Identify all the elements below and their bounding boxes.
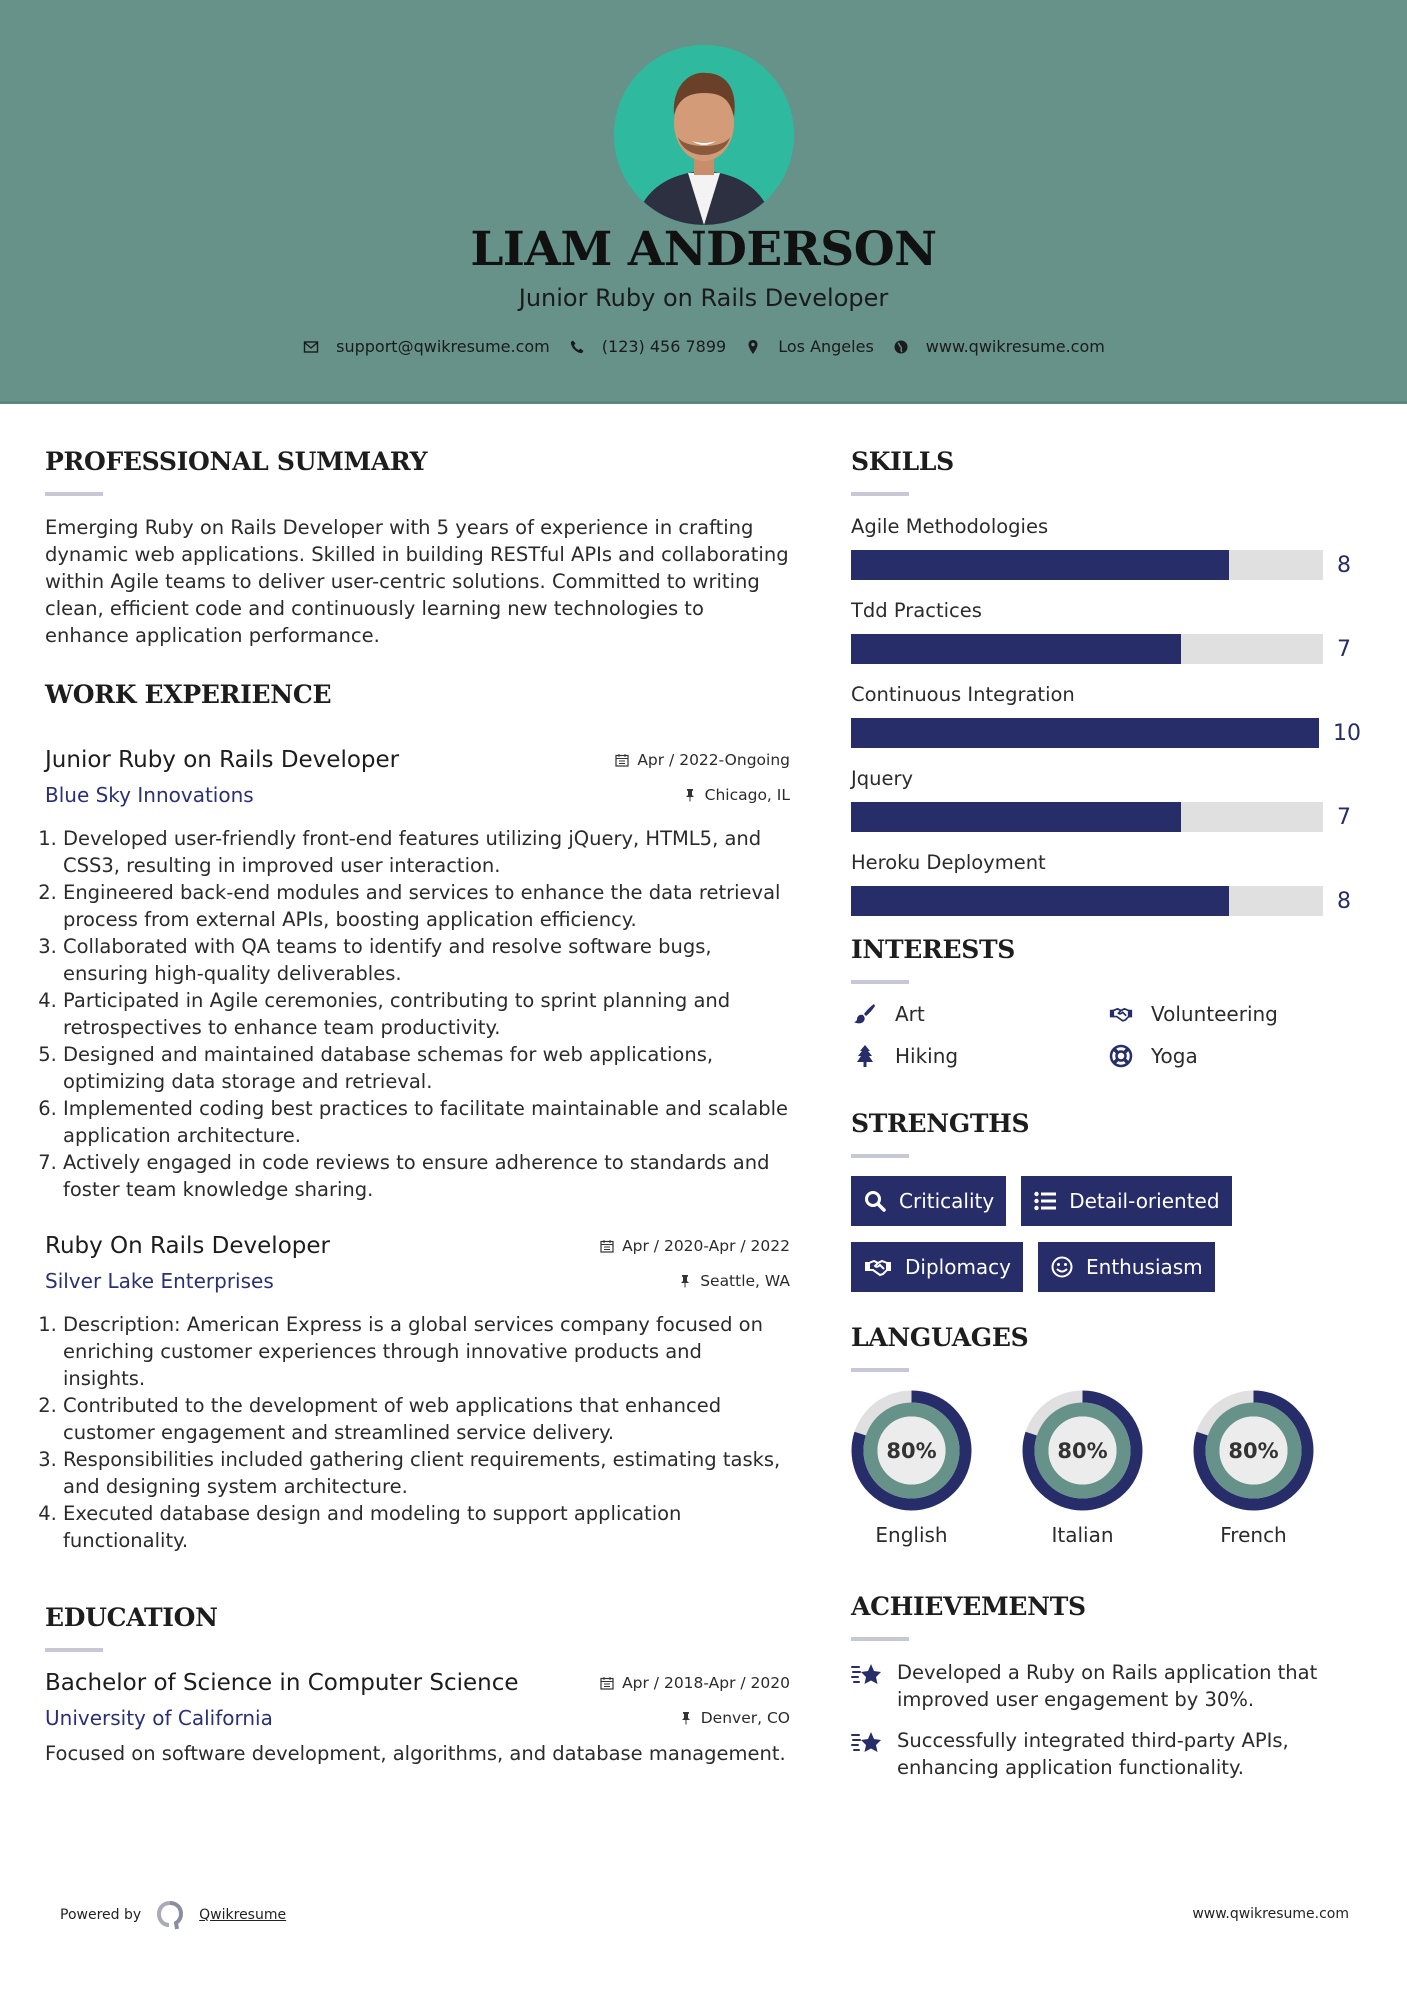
candidate-name: LIAM ANDERSON — [470, 222, 937, 277]
skill-bar-track — [851, 634, 1323, 664]
language-name: French — [1220, 1523, 1287, 1547]
contact-email[interactable] — [302, 337, 550, 356]
search-icon — [863, 1189, 887, 1213]
job-location: Chicago, IL — [683, 786, 790, 804]
bullet-item: 3. Responsibilities included gathering client requirements, estimating tasks, and designing system architecture. — [63, 1446, 790, 1500]
company-name: Silver Lake Enterprises — [45, 1269, 274, 1293]
profile-photo — [614, 45, 794, 225]
list-icon — [1033, 1189, 1057, 1213]
contact-email-text: support@qwikresume.com — [336, 337, 550, 356]
pushpin-icon — [683, 788, 697, 802]
language-progress-ring: 80% — [1022, 1390, 1143, 1511]
strengths-list — [851, 1176, 1361, 1292]
strength-chip-enthusiasm: Enthusiasm — [1038, 1242, 1215, 1292]
skill-bar-track — [851, 802, 1323, 832]
pushpin-icon — [678, 1274, 692, 1288]
education-description: Focused on software development, algorithms, and database management. — [45, 1742, 786, 1765]
job-entry — [45, 747, 790, 1203]
skill-value: 8 — [1337, 552, 1351, 578]
section-underline — [851, 492, 909, 496]
phone-icon — [568, 338, 586, 356]
strength-chip-detail-oriented: Detail-oriented — [1021, 1176, 1231, 1226]
languages-list — [851, 1390, 1361, 1547]
languages-section — [851, 1322, 1361, 1547]
section-underline — [851, 980, 909, 984]
right-column — [851, 446, 1361, 1795]
job-date: Apr / 2020-Apr / 2022 — [600, 1237, 790, 1255]
section-title-summary: PROFESSIONAL SUMMARY — [45, 447, 428, 476]
bullet-item: 4. Participated in Agile ceremonies, contributing to sprint planning and retrospectives to enhance team productivity. — [63, 987, 790, 1041]
skill-bar-fill — [851, 550, 1229, 580]
language-english — [851, 1390, 972, 1547]
section-title-strengths: STRENGTHS — [851, 1109, 1030, 1138]
shooting-star-icon — [851, 1661, 883, 1689]
qwikresume-logo-icon — [155, 1900, 185, 1930]
skill-item — [851, 850, 1361, 916]
footer-url[interactable]: www.qwikresume.com — [1192, 1906, 1349, 1922]
education-location: Denver, CO — [679, 1709, 790, 1727]
bullet-item: 7. Actively engaged in code reviews to ensure adherence to standards and foster team knowledge sharing. — [63, 1149, 790, 1203]
contact-location-text: Los Angeles — [778, 337, 874, 356]
summary-text: Emerging Ruby on Rails Developer with 5 years of experience in crafting dynamic web applications. Skilled in building RESTful APIs and collaborating within Agile teams to deliver user-centric solutions. Committed to writing clean, efficient code and continuously learning new technologies to enhance application performance. — [45, 516, 789, 647]
skill-value: 10 — [1333, 720, 1361, 746]
contact-bar — [0, 337, 1407, 356]
skill-bar-fill — [851, 802, 1181, 832]
skill-name: Agile Methodologies — [851, 515, 1049, 538]
handshake-icon — [1107, 1002, 1135, 1026]
bullet-item: 1. Description: American Express is a global services company focused on enriching customer experiences through innovative products and insights. — [63, 1311, 790, 1392]
strengths-section — [851, 1108, 1361, 1292]
envelope-icon — [302, 338, 320, 356]
resume-header — [0, 0, 1407, 404]
section-title-skills: SKILLS — [851, 447, 954, 476]
footer-powered-by — [60, 1900, 286, 1930]
job-entry — [45, 1233, 790, 1554]
section-underline — [851, 1368, 909, 1372]
skill-name: Continuous Integration — [851, 683, 1075, 706]
bullet-item: 2. Engineered back-end modules and services to enhance the data retrieval process from external APIs, boosting application efficiency. — [63, 879, 790, 933]
bullet-item: 4. Executed database design and modeling to support application functionality. — [63, 1500, 790, 1554]
skill-name: Tdd Practices — [851, 599, 982, 622]
job-bullets — [45, 825, 790, 1203]
contact-phone[interactable] — [568, 337, 726, 356]
candidate-title: Junior Ruby on Rails Developer — [518, 284, 889, 312]
section-title-education: EDUCATION — [45, 1603, 218, 1632]
handshake-icon — [863, 1255, 893, 1279]
job-role: Ruby On Rails Developer — [45, 1233, 330, 1259]
left-column — [45, 446, 790, 1767]
language-french — [1193, 1390, 1314, 1547]
company-name: Blue Sky Innovations — [45, 783, 254, 807]
job-bullets — [45, 1311, 790, 1554]
interest-yoga: Yoga — [1107, 1044, 1363, 1068]
interests-section — [851, 934, 1361, 1068]
person-portrait-icon — [614, 45, 794, 225]
pushpin-icon — [679, 1711, 693, 1725]
powered-by-label: Powered by — [60, 1907, 142, 1923]
bullet-item: 2. Contributed to the development of web applications that enhanced customer engagement and streamlined service delivery. — [63, 1392, 790, 1446]
language-progress-ring: 80% — [1193, 1390, 1314, 1511]
shooting-star-icon — [851, 1729, 883, 1757]
section-underline — [45, 1648, 103, 1652]
interest-art: Art — [851, 1002, 1107, 1026]
map-pin-icon — [744, 338, 762, 356]
paintbrush-icon — [851, 1002, 879, 1026]
skill-bar-fill — [851, 886, 1229, 916]
education-section — [45, 1602, 790, 1767]
calendar-icon — [600, 1239, 614, 1253]
section-title-experience: WORK EXPERIENCE — [45, 680, 332, 709]
life-ring-icon — [1107, 1044, 1135, 1068]
skill-bar-track — [851, 550, 1323, 580]
contact-location — [744, 337, 874, 356]
bullet-item: 1. Developed user-friendly front-end features utilizing jQuery, HTML5, and CSS3, resulting in improved user interaction. — [63, 825, 790, 879]
achievements-section — [851, 1591, 1361, 1781]
job-date: Apr / 2022-Ongoing — [615, 751, 790, 769]
calendar-icon — [615, 753, 629, 767]
contact-website-text: www.qwikresume.com — [925, 337, 1105, 356]
skill-bar-fill — [851, 634, 1181, 664]
school-name: University of California — [45, 1706, 273, 1730]
skill-name: Jquery — [851, 767, 914, 790]
skill-item — [851, 514, 1361, 580]
skill-value: 7 — [1337, 636, 1351, 662]
skill-item — [851, 766, 1361, 832]
calendar-icon — [600, 1676, 614, 1690]
section-title-languages: LANGUAGES — [851, 1323, 1029, 1352]
bullet-item: 5. Designed and maintained database schemas for web applications, optimizing data storage and retrieval. — [63, 1041, 790, 1095]
section-title-interests: INTERESTS — [851, 935, 1016, 964]
bullet-item: 6. Implemented coding best practices to facilitate maintainable and scalable application architecture. — [63, 1095, 790, 1149]
language-name: Italian — [1051, 1523, 1114, 1547]
strength-chip-criticality: Criticality — [851, 1176, 1006, 1226]
language-name: English — [875, 1523, 948, 1547]
interests-grid — [851, 1002, 1361, 1068]
skill-value: 8 — [1337, 888, 1351, 914]
bullet-item: 3. Collaborated with QA teams to identify and resolve software bugs, ensuring high-quality deliverables. — [63, 933, 790, 987]
skills-section — [851, 446, 1361, 916]
section-underline — [851, 1154, 909, 1158]
language-progress-ring: 80% — [851, 1390, 972, 1511]
section-title-achievements: ACHIEVEMENTS — [851, 1592, 1086, 1621]
language-italian — [1022, 1390, 1143, 1547]
globe-icon — [892, 338, 910, 356]
skill-value: 7 — [1337, 804, 1351, 830]
qwikresume-link[interactable]: Qwikresume — [199, 1907, 287, 1923]
strength-chip-diplomacy: Diplomacy — [851, 1242, 1023, 1292]
skill-bar-fill — [851, 718, 1319, 748]
achievement-item: Successfully integrated third-party APIs, enhancing application functionality. — [851, 1727, 1361, 1781]
skill-bar-track — [851, 886, 1323, 916]
contact-phone-text: (123) 456 7899 — [601, 337, 727, 356]
achievement-item: Developed a Ruby on Rails application that improved user engagement by 30%. — [851, 1659, 1361, 1713]
skill-item — [851, 598, 1361, 664]
experience-section — [45, 679, 790, 1554]
skill-name: Heroku Deployment — [851, 851, 1046, 874]
skill-item — [851, 682, 1361, 748]
degree-name: Bachelor of Science in Computer Science — [45, 1670, 519, 1696]
job-role: Junior Ruby on Rails Developer — [45, 747, 400, 773]
interest-hiking: Hiking — [851, 1044, 1107, 1068]
contact-website[interactable] — [892, 337, 1105, 356]
section-underline — [851, 1637, 909, 1641]
job-location: Seattle, WA — [678, 1272, 790, 1290]
education-date: Apr / 2018-Apr / 2020 — [600, 1674, 790, 1692]
tree-icon — [851, 1044, 879, 1068]
skill-bar-track — [851, 718, 1319, 748]
summary-section — [45, 446, 790, 649]
smile-icon — [1050, 1255, 1074, 1279]
interest-volunteering: Volunteering — [1107, 1002, 1363, 1026]
section-underline — [45, 492, 103, 496]
